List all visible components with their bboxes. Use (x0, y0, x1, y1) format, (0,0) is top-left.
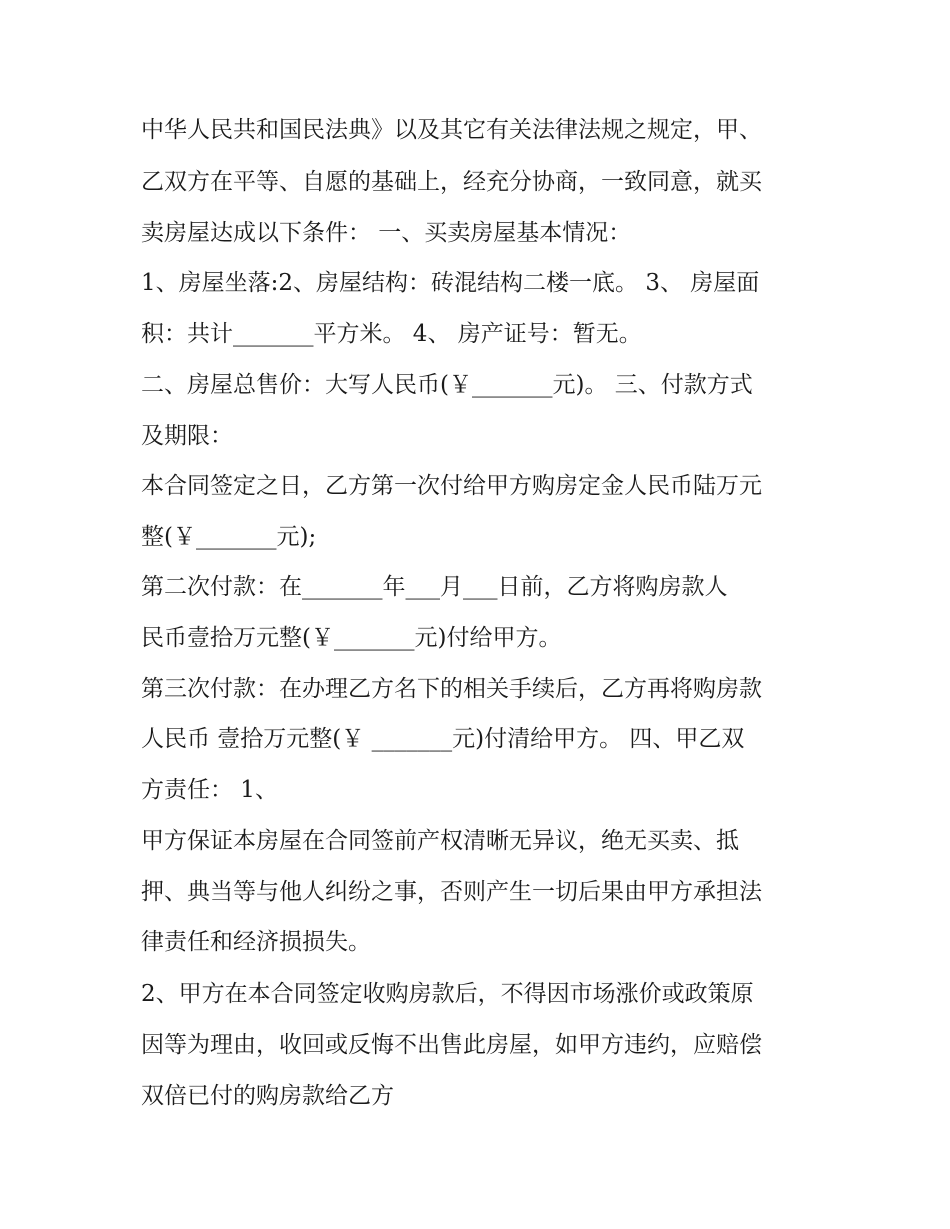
document-line: 方责任： 1、 (141, 777, 278, 803)
document-line: 卖房屋达成以下条件： 一、买卖房屋基本情况： (141, 220, 632, 246)
document-line: 因等为理由，收回或反悔不出售此房屋，如甲方违约，应赔偿 (141, 1032, 762, 1058)
document-line: 积：共计_______平方米。 4、 房产证号：暂无。 (141, 321, 642, 347)
document-line: 及期限： (141, 423, 233, 449)
document-line: 押、典当等与他人纠纷之事，否则产生一切后果由甲方承担法 (141, 879, 762, 905)
document-line: 整(￥_______元); (141, 524, 317, 550)
document-line: 中华人民共和国民法典》以及其它有关法律法规之规定，甲、 (141, 117, 762, 143)
document-line: 第三次付款：在办理乙方名下的相关手续后，乙方再将购房款 (141, 676, 762, 702)
document-line: 乙双方在平等、自愿的基础上，经充分协商，一致同意，就买 (141, 169, 762, 195)
document-line: 二、房屋总售价：大写人民币(￥_______元)。 三、付款方式 (141, 372, 753, 398)
document-line: 人民币 壹拾万元整(￥ _______元)付清给甲方。 四、甲乙双 (141, 726, 745, 752)
document-line: 甲方保证本房屋在合同签前产权清晰无异议，绝无买卖、抵 (141, 828, 739, 854)
document-line: 民币壹拾万元整(￥_______元)付给甲方。 (141, 625, 562, 651)
document-line: 2、甲方在本合同签定收购房款后，不得因市场涨价或政策原 (141, 981, 754, 1007)
document-line: 本合同签定之日，乙方第一次付给甲方购房定金人民币陆万元 (141, 473, 762, 499)
document-line: 律责任和经济损损失。 (141, 929, 371, 955)
document-line: 双倍已付的购房款给乙方 (141, 1083, 394, 1109)
document-line: 第二次付款：在_______年___月___日前，乙方将购房款人 (141, 574, 728, 600)
document-line: 1、房屋坐落:2、房屋结构：砖混结构二楼一底。 3、 房屋面 (141, 270, 760, 296)
